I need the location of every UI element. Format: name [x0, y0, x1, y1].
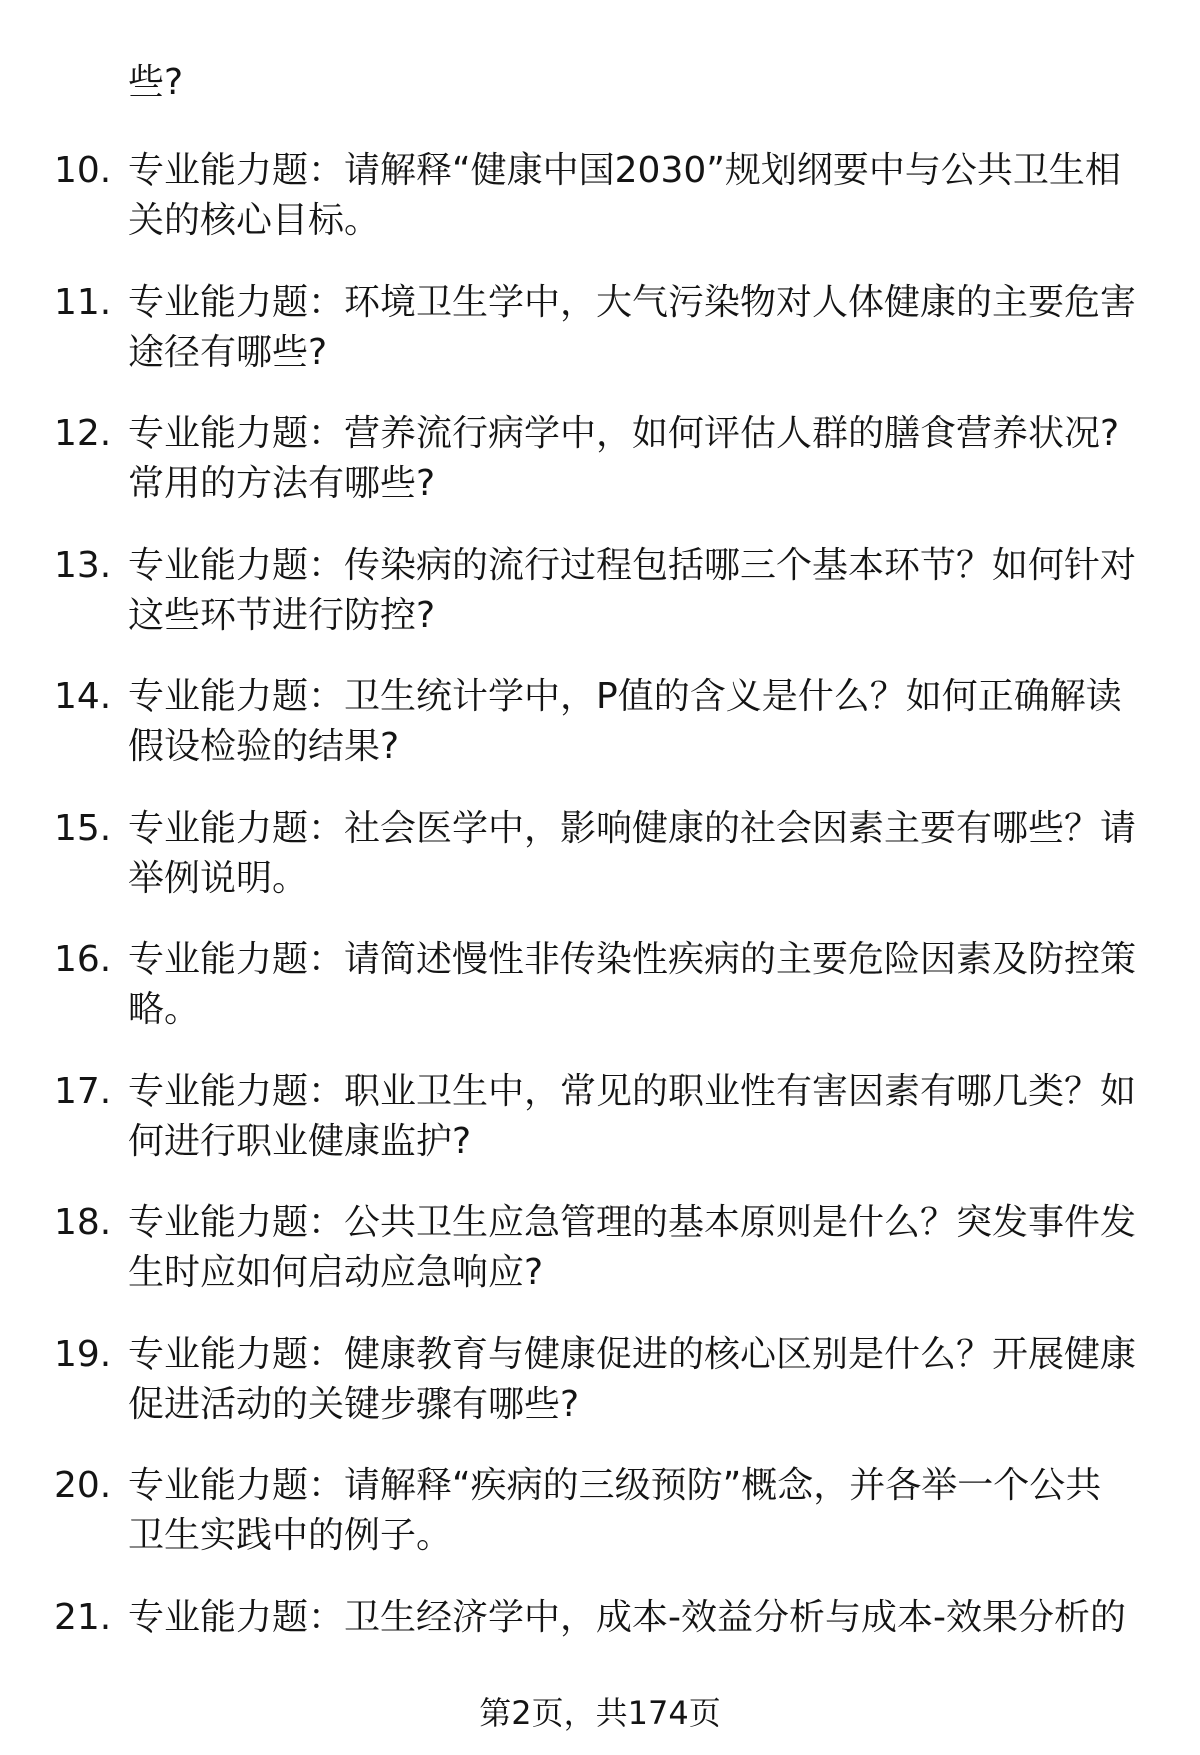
question-number: 15.	[54, 807, 112, 849]
question-text-line: 关的核心目标。	[128, 200, 381, 241]
question-text-line: 卫生实践中的例子。	[128, 1515, 453, 1556]
question-text-line: 专业能力题：营养流行病学中，如何评估人群的膳食营养状况?	[128, 413, 1120, 454]
question-number: 20.	[54, 1465, 112, 1506]
question-text-line: 举例说明。	[128, 857, 309, 899]
question-text-line: 促进活动的关键步骤有哪些?	[128, 1383, 580, 1425]
question-text-line: 专业能力题：传染病的流行过程包括哪三个基本环节？如何针对	[128, 544, 1137, 586]
question-item	[0, 409, 1200, 541]
question-text-line: 这些环节进行防控?	[128, 594, 436, 636]
question-text-line: 何进行职业健康监护?	[128, 1120, 472, 1162]
question-item	[0, 672, 1200, 804]
question-text	[128, 1198, 1158, 1298]
question-item	[0, 1198, 1200, 1330]
question-number: 10.	[54, 150, 112, 191]
question-text-line: 专业能力题：公共卫生应急管理的基本原则是什么？突发事件发	[128, 1202, 1137, 1243]
question-text-line: 常用的方法有哪些?	[128, 463, 436, 504]
question-number: 19.	[54, 1333, 112, 1375]
question-item	[0, 1461, 1200, 1593]
question-text	[128, 541, 1158, 641]
question-text-line: 专业能力题：职业卫生中，常见的职业性有害因素有哪几类？如	[128, 1070, 1137, 1112]
question-text-line: 专业能力题：请简述慢性非传染性疾病的主要危险因素及防控策	[128, 939, 1137, 980]
question-text-line: 专业能力题：环境卫生学中，大气污染物对人体健康的主要危害	[128, 281, 1137, 323]
question-text-line: 专业能力题：卫生统计学中，P值的含义是什么？如何正确解读	[128, 676, 1122, 717]
question-item	[0, 278, 1200, 410]
question-text	[128, 804, 1158, 904]
question-number: 13.	[54, 544, 112, 586]
question-text	[128, 278, 1158, 378]
question-number: 17.	[54, 1070, 112, 1112]
question-item	[0, 1067, 1200, 1199]
question-text-line: 略。	[128, 989, 201, 1030]
question-text	[128, 1067, 1158, 1167]
question-number: 14.	[54, 676, 112, 717]
question-item	[0, 935, 1200, 1067]
question-text-line: 专业能力题：健康教育与健康促进的核心区别是什么？开展健康	[128, 1333, 1137, 1375]
question-text	[128, 1461, 1158, 1561]
question-number: 11.	[54, 281, 112, 323]
question-number: 12.	[54, 413, 112, 454]
question-number: 21.	[54, 1596, 112, 1638]
question-text-line: 专业能力题：社会医学中，影响健康的社会因素主要有哪些？请	[128, 807, 1137, 849]
question-text	[128, 935, 1158, 1035]
question-item	[0, 541, 1200, 673]
question-item	[0, 146, 1200, 278]
question-text	[128, 1330, 1158, 1430]
question-text-line: 专业能力题：请解释“疾病的三级预防”概念，并各举一个公共	[128, 1465, 1102, 1506]
question-text-line: 专业能力题：请解释“健康中国2030”规划纲要中与公共卫生相	[128, 150, 1121, 191]
question-text-line: 专业能力题：卫生经济学中，成本-效益分析与成本-效果分析的	[128, 1596, 1126, 1638]
question-item	[0, 1330, 1200, 1462]
question-text-line: 假设检验的结果?	[128, 726, 400, 767]
question-text-line: 生时应如何启动应急响应?	[128, 1252, 544, 1293]
question-item	[0, 804, 1200, 936]
question-number: 16.	[54, 939, 112, 980]
question-text	[128, 672, 1158, 772]
question-number: 18.	[54, 1202, 112, 1243]
question-text	[128, 146, 1158, 246]
question-list	[0, 146, 1200, 1724]
question-text	[128, 409, 1158, 509]
continuation-text: 些?	[128, 62, 184, 103]
question-text-line: 途径有哪些?	[128, 331, 328, 373]
question-text	[128, 1593, 1158, 1643]
page-footer: 第2页，共174页	[479, 1694, 721, 1732]
